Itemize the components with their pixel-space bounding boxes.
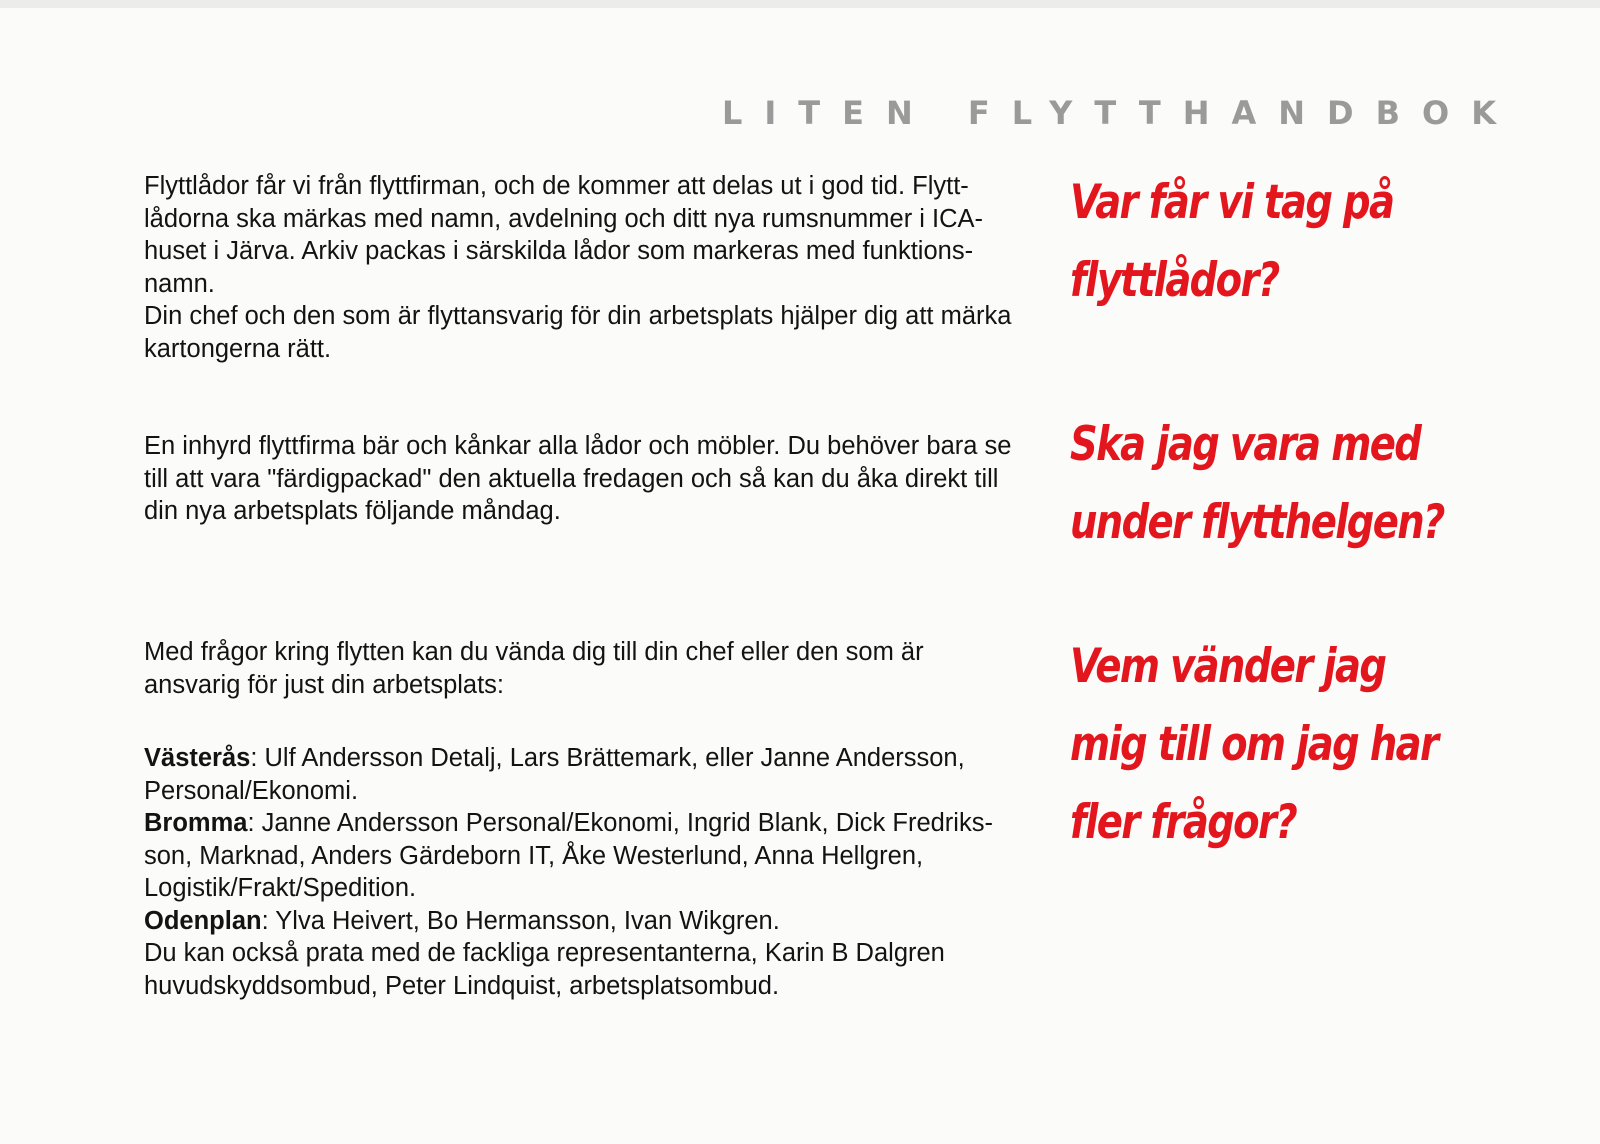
contact-bromma: [144, 807, 1019, 905]
contact-place: Odenplan: [144, 906, 262, 935]
contact-odenplan: [144, 905, 1019, 938]
contact-place: Bromma: [144, 809, 248, 837]
question-line: flyttlådor?: [1070, 253, 1279, 308]
running-title: LITEN FLYTTHANDBOK: [721, 94, 1518, 132]
page-top-edge: [0, 0, 1600, 8]
contact-people: : Janne Andersson Personal/Ekonomi, Ingrid Blank, Dick Fredriks-son, Marknad, Anders Gärdeborn IT, Åke Westerlund, Anna Hellgren, Logistik/Frakt/Spedition.: [144, 809, 993, 902]
question-line: Var får vi tag på: [1070, 175, 1394, 230]
question-line: Ska jag vara med: [1070, 417, 1421, 472]
paragraph-questions-intro: Med frågor kring flytten kan du vända dig till din chef eller den som är ansvarig för just din arbetsplats:: [144, 638, 924, 699]
contact-people: : Ulf Andersson Detalj, Lars Brättemark, eller Janne Andersson, Personal/Ekonomi.: [144, 744, 965, 805]
question-line: Vem vänder jag: [1070, 639, 1386, 694]
contact-vasteras: [144, 742, 1019, 807]
contact-place: Västerås: [144, 744, 251, 772]
section-questions-intro: [144, 636, 1019, 701]
section-moving-boxes: [144, 170, 1019, 365]
question-line: under flytthelgen?: [1070, 495, 1444, 550]
question-moving-weekend: [1070, 406, 1455, 562]
question-who-to-ask: [1070, 628, 1455, 862]
paragraph-moving-boxes: Flyttlådor får vi från flyttfirman, och de kommer att delas ut i god tid. Flytt-lådorna ska märkas med namn, avdelning och ditt nya rumsnummer i ICA-huset i Järva. Arkiv packas i särskilda lådor som markeras med funktions-namn.: [144, 172, 984, 298]
paragraph-union-reps: Du kan också prata med de fackliga representanterna, Karin B Dalgren huvudskyddsombud, Peter Lindquist, arbetsplatsombud.: [144, 939, 945, 1000]
paragraph-labeling-help: Din chef och den som är flyttansvarig för din arbetsplats hjälper dig att märka kartongerna rätt.: [144, 302, 1012, 363]
paragraph-moving-company: En inhyrd flyttfirma bär och kånkar alla lådor och möbler. Du behöver bara se till att vara "färdigpackad" den aktuella fredagen och så kan du åka direkt till din nya arbetsplats följande måndag.: [144, 432, 1012, 525]
question-moving-boxes: [1070, 164, 1455, 320]
faint-stamp-mark: [848, 868, 858, 888]
section-contacts: [144, 742, 1019, 1002]
question-line: fler frågor?: [1070, 795, 1297, 850]
question-line: mig till om jag har: [1070, 717, 1438, 772]
contact-people: : Ylva Heivert, Bo Hermansson, Ivan Wikgren.: [261, 906, 780, 935]
section-moving-company: [144, 430, 1019, 528]
